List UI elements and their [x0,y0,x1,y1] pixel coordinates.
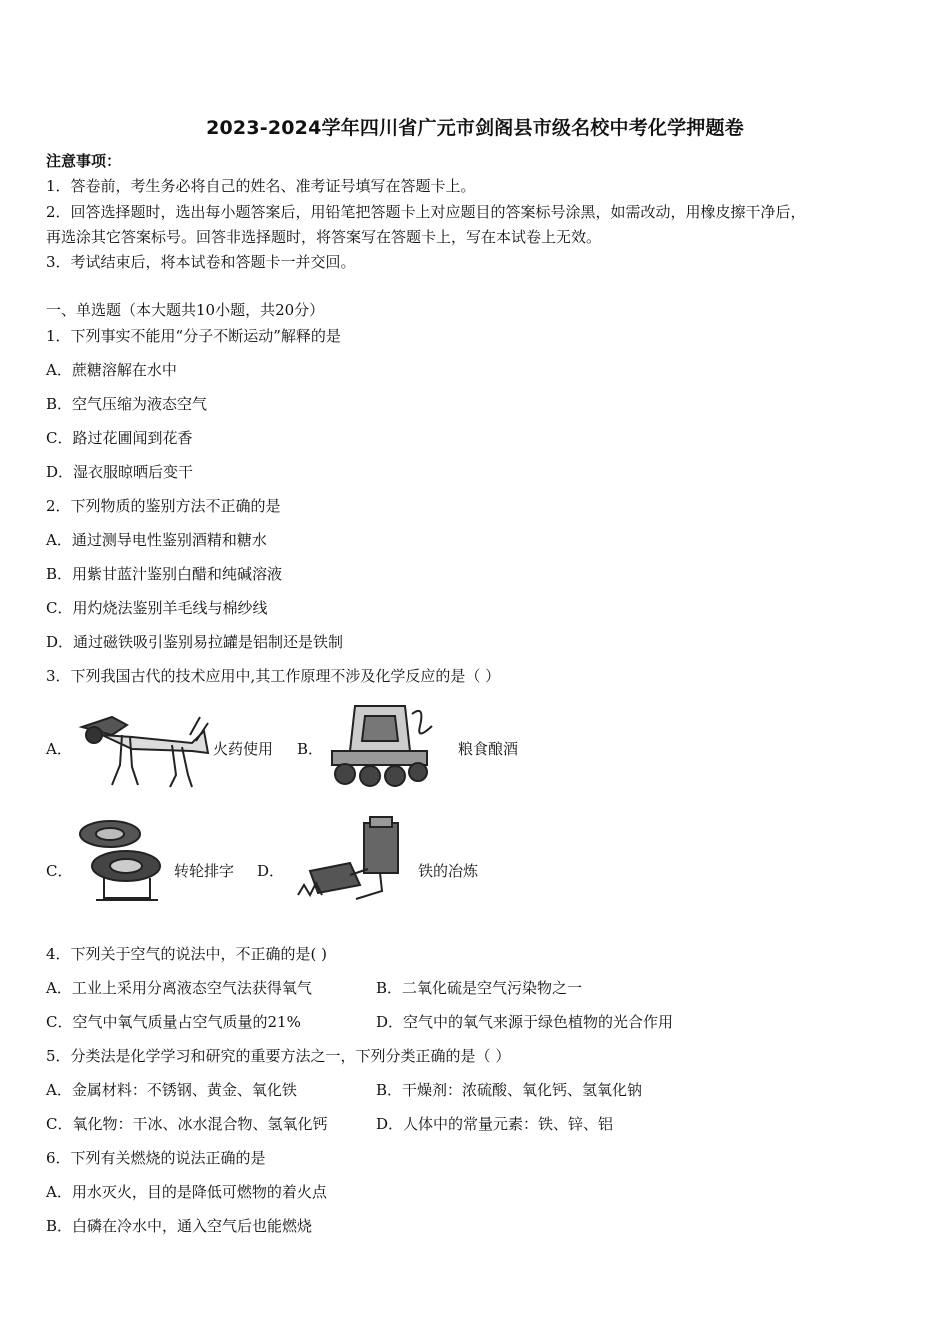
q3-option-c-label: 转轮排字 [174,862,235,880]
q1-option-a: A．蔗糖溶解在水中 [46,361,177,379]
q4-option-d: D．空气中的氧气来源于绿色植物的光合作用 [376,1013,674,1031]
q5-option-a: A．金属材料：不锈钢、黄金、氧化铁 [46,1081,297,1099]
iron-smelting-illustration [290,815,410,907]
q6-option-a: A．用水灭火，目的是降低可燃物的着火点 [46,1183,327,1201]
q3-option-b-letter: B． [297,740,324,758]
q5-stem: 5．分类法是化学学习和研究的重要方法之一，下列分类正确的是（ ） [46,1047,511,1065]
q1-option-b: B．空气压缩为液态空气 [46,395,208,413]
notice-item-1: 1．答卷前，考生务必将自己的姓名、准考证号填写在答题卡上。 [46,177,476,195]
page-title: 2023-2024学年四川省广元市剑阁县市级名校中考化学押题卷 [206,117,744,139]
q1-option-c: C．路过花圃闻到花香 [46,429,193,447]
q1-option-d: D．湿衣服晾晒后变干 [46,463,194,481]
q5-option-b: B．干燥剂：浓硫酸、氧化钙、氢氧化钠 [376,1081,643,1099]
q3-option-b-label: 粮食酿酒 [458,740,519,758]
q4-option-c: C．空气中氧气质量占空气质量的21% [46,1013,301,1031]
q2-stem: 2．下列物质的鉴别方法不正确的是 [46,497,281,515]
q3-option-d-letter: D． [257,862,285,880]
notice-item-2-cont: 再选涂其它答案标号。回答非选择题时，将答案写在答题卡上，写在本试卷上无效。 [46,228,602,246]
gunpowder-illustration [72,705,212,790]
q2-option-c: C．用灼烧法鉴别羊毛线与棉纱线 [46,599,268,617]
q5-option-d: D．人体中的常量元素：铁、锌、铝 [376,1115,614,1133]
q2-option-d: D．通过磁铁吸引鉴别易拉罐是铝制还是铁制 [46,633,344,651]
notice-item-3: 3．考试结束后，将本试卷和答题卡一并交回。 [46,253,356,271]
brewing-illustration [320,696,445,791]
movable-type-wheel-illustration [74,814,174,906]
q4-option-a: A．工业上采用分离液态空气法获得氧气 [46,979,312,997]
q3-option-a-letter: A． [46,740,72,758]
q2-option-a: A．通过测导电性鉴别酒精和糖水 [46,531,267,549]
q2-option-b: B．用紫甘蓝汁鉴别白醋和纯碱溶液 [46,565,283,583]
q3-stem: 3．下列我国古代的技术应用中,其工作原理不涉及化学反应的是（ ） [46,667,501,685]
q1-stem: 1．下列事实不能用“分子不断运动”解释的是 [46,327,341,345]
notice-heading: 注意事项： [46,152,122,170]
q5-option-c: C．氧化物：干冰、冰水混合物、氢氧化钙 [46,1115,328,1133]
notice-item-2: 2．回答选择题时，选出每小题答案后，用铅笔把答题卡上对应题目的答案标号涂黑，如需改动，用橡皮擦干净后， [46,203,806,221]
q3-option-a-label: 火药使用 [213,740,274,758]
q4-option-b: B．二氧化硫是空气污染物之一 [376,979,583,997]
q6-option-b: B．白磷在冷水中，通入空气后也能燃烧 [46,1217,313,1235]
q4-stem: 4．下列关于空气的说法中，不正确的是( ) [46,945,328,963]
q3-option-c-letter: C． [46,862,73,880]
q6-stem: 6．下列有关燃烧的说法正确的是 [46,1149,266,1167]
q3-option-d-label: 铁的冶炼 [418,862,479,880]
section-heading: 一、单选题（本大题共10小题，共20分） [46,301,325,319]
